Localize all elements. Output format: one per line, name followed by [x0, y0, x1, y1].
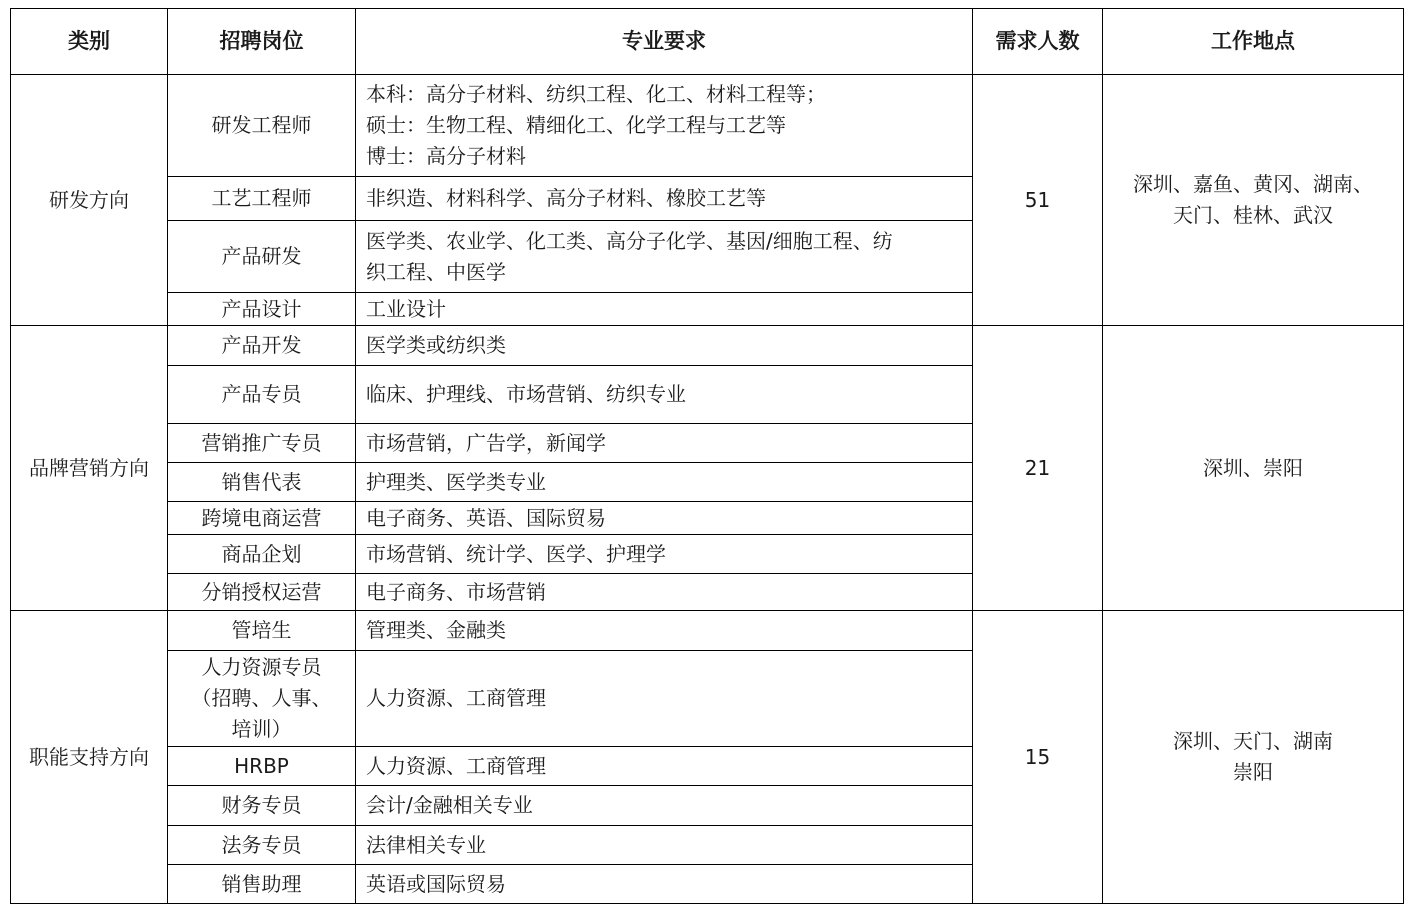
position-line: 产品研发 [221, 244, 302, 268]
major-line: 医学类、农业学、化工类、高分子化学、基因/细胞工程、纺 [366, 228, 893, 253]
position-line: 跨境电商运营 [201, 505, 322, 530]
count-cell: 21 [973, 326, 1103, 611]
major-line: 会计/金融相关专业 [366, 793, 533, 817]
position-cell [168, 424, 356, 463]
major-cell [356, 651, 973, 747]
position-cell [168, 826, 356, 865]
major-cell [356, 611, 973, 651]
position-cell [168, 611, 356, 651]
major-line: 博士：高分子材料 [366, 144, 526, 168]
header-category: 类别 [11, 9, 168, 75]
major-cell [356, 535, 973, 574]
major-cell [356, 747, 973, 786]
position-line: 产品专员 [221, 382, 302, 406]
location-cell [1103, 611, 1404, 904]
position-cell [168, 865, 356, 904]
major-line: 管理类、金融类 [366, 618, 506, 642]
major-cell [356, 326, 973, 366]
position-cell [168, 502, 356, 535]
position-line: 营销推广专员 [201, 430, 322, 455]
major-cell [356, 293, 973, 326]
major-line: 非织造、材料科学、高分子材料、橡胶工艺等 [366, 186, 766, 210]
position-cell [168, 293, 356, 326]
position-cell [168, 326, 356, 366]
major-cell [356, 75, 973, 177]
location-line: 天门、桂林、武汉 [1173, 203, 1333, 227]
position-line: 工艺工程师 [211, 186, 312, 210]
position-line: 培训） [231, 717, 292, 741]
major-cell [356, 221, 973, 293]
major-cell [356, 177, 973, 221]
position-line: 财务专员 [221, 793, 302, 817]
major-line: 法律相关专业 [366, 832, 486, 857]
major-line: 护理类、医学类专业 [366, 469, 546, 494]
major-line: 硕士：生物工程、精细化工、化学工程与工艺等 [366, 113, 786, 137]
position-line: 研发工程师 [211, 113, 312, 137]
position-line: 商品企划 [221, 541, 302, 566]
major-cell [356, 786, 973, 826]
header-major: 专业要求 [356, 9, 973, 75]
position-line: 人力资源专员 [201, 655, 322, 679]
position-cell [168, 574, 356, 611]
header-count: 需求人数 [973, 9, 1103, 75]
major-line: 人力资源、工商管理 [366, 753, 546, 778]
major-cell [356, 463, 973, 502]
major-cell [356, 424, 973, 463]
major-cell [356, 574, 973, 611]
major-line: 电子商务、英语、国际贸易 [366, 505, 606, 530]
position-cell [168, 535, 356, 574]
major-line: 市场营销、统计学、医学、护理学 [366, 541, 666, 566]
location-cell [1103, 75, 1404, 326]
major-line: 英语或国际贸易 [366, 871, 506, 896]
major-line: 工业设计 [366, 296, 446, 321]
position-cell [168, 463, 356, 502]
header-position: 招聘岗位 [168, 9, 356, 75]
position-cell [168, 786, 356, 826]
position-line: 法务专员 [221, 832, 302, 857]
position-line: 产品开发 [221, 333, 302, 357]
major-cell [356, 366, 973, 424]
major-line: 织工程、中医学 [366, 259, 506, 284]
position-line: HRBP [234, 753, 289, 778]
major-cell [356, 865, 973, 904]
position-cell [168, 221, 356, 293]
header-location: 工作地点 [1103, 9, 1404, 75]
header-row [11, 9, 1404, 75]
position-cell [168, 177, 356, 221]
major-line: 医学类或纺织类 [366, 333, 506, 357]
table-row [11, 326, 1404, 366]
major-cell [356, 502, 973, 535]
table-row [11, 75, 1404, 177]
category-cell: 研发方向 [11, 75, 168, 326]
position-cell [168, 366, 356, 424]
major-line: 市场营销，广告学，新闻学 [366, 430, 606, 455]
table-row [11, 611, 1404, 651]
position-cell [168, 75, 356, 177]
recruitment-table [10, 8, 1404, 904]
major-line: 临床、护理线、市场营销、纺织专业 [366, 382, 686, 406]
location-cell [1103, 326, 1404, 611]
position-cell [168, 747, 356, 786]
location-line: 深圳、天门、湖南 [1173, 729, 1333, 753]
position-line: （招聘、人事、 [191, 686, 332, 710]
position-line: 销售代表 [221, 469, 302, 494]
major-line: 人力资源、工商管理 [366, 686, 546, 710]
position-cell [168, 651, 356, 747]
location-line: 深圳、崇阳 [1203, 455, 1303, 480]
count-cell: 15 [973, 611, 1103, 904]
position-line: 分销授权运营 [201, 579, 322, 604]
major-cell [356, 826, 973, 865]
position-line: 产品设计 [221, 296, 302, 321]
location-line: 深圳、嘉鱼、黄冈、湖南、 [1133, 172, 1373, 196]
category-cell: 品牌营销方向 [11, 326, 168, 611]
position-line: 销售助理 [221, 871, 302, 896]
location-line: 崇阳 [1233, 760, 1273, 784]
count-cell: 51 [973, 75, 1103, 326]
category-cell: 职能支持方向 [11, 611, 168, 904]
position-line: 管培生 [231, 618, 292, 642]
major-line: 电子商务、市场营销 [366, 579, 546, 604]
major-line: 本科：高分子材料、纺织工程、化工、材料工程等； [366, 82, 826, 106]
